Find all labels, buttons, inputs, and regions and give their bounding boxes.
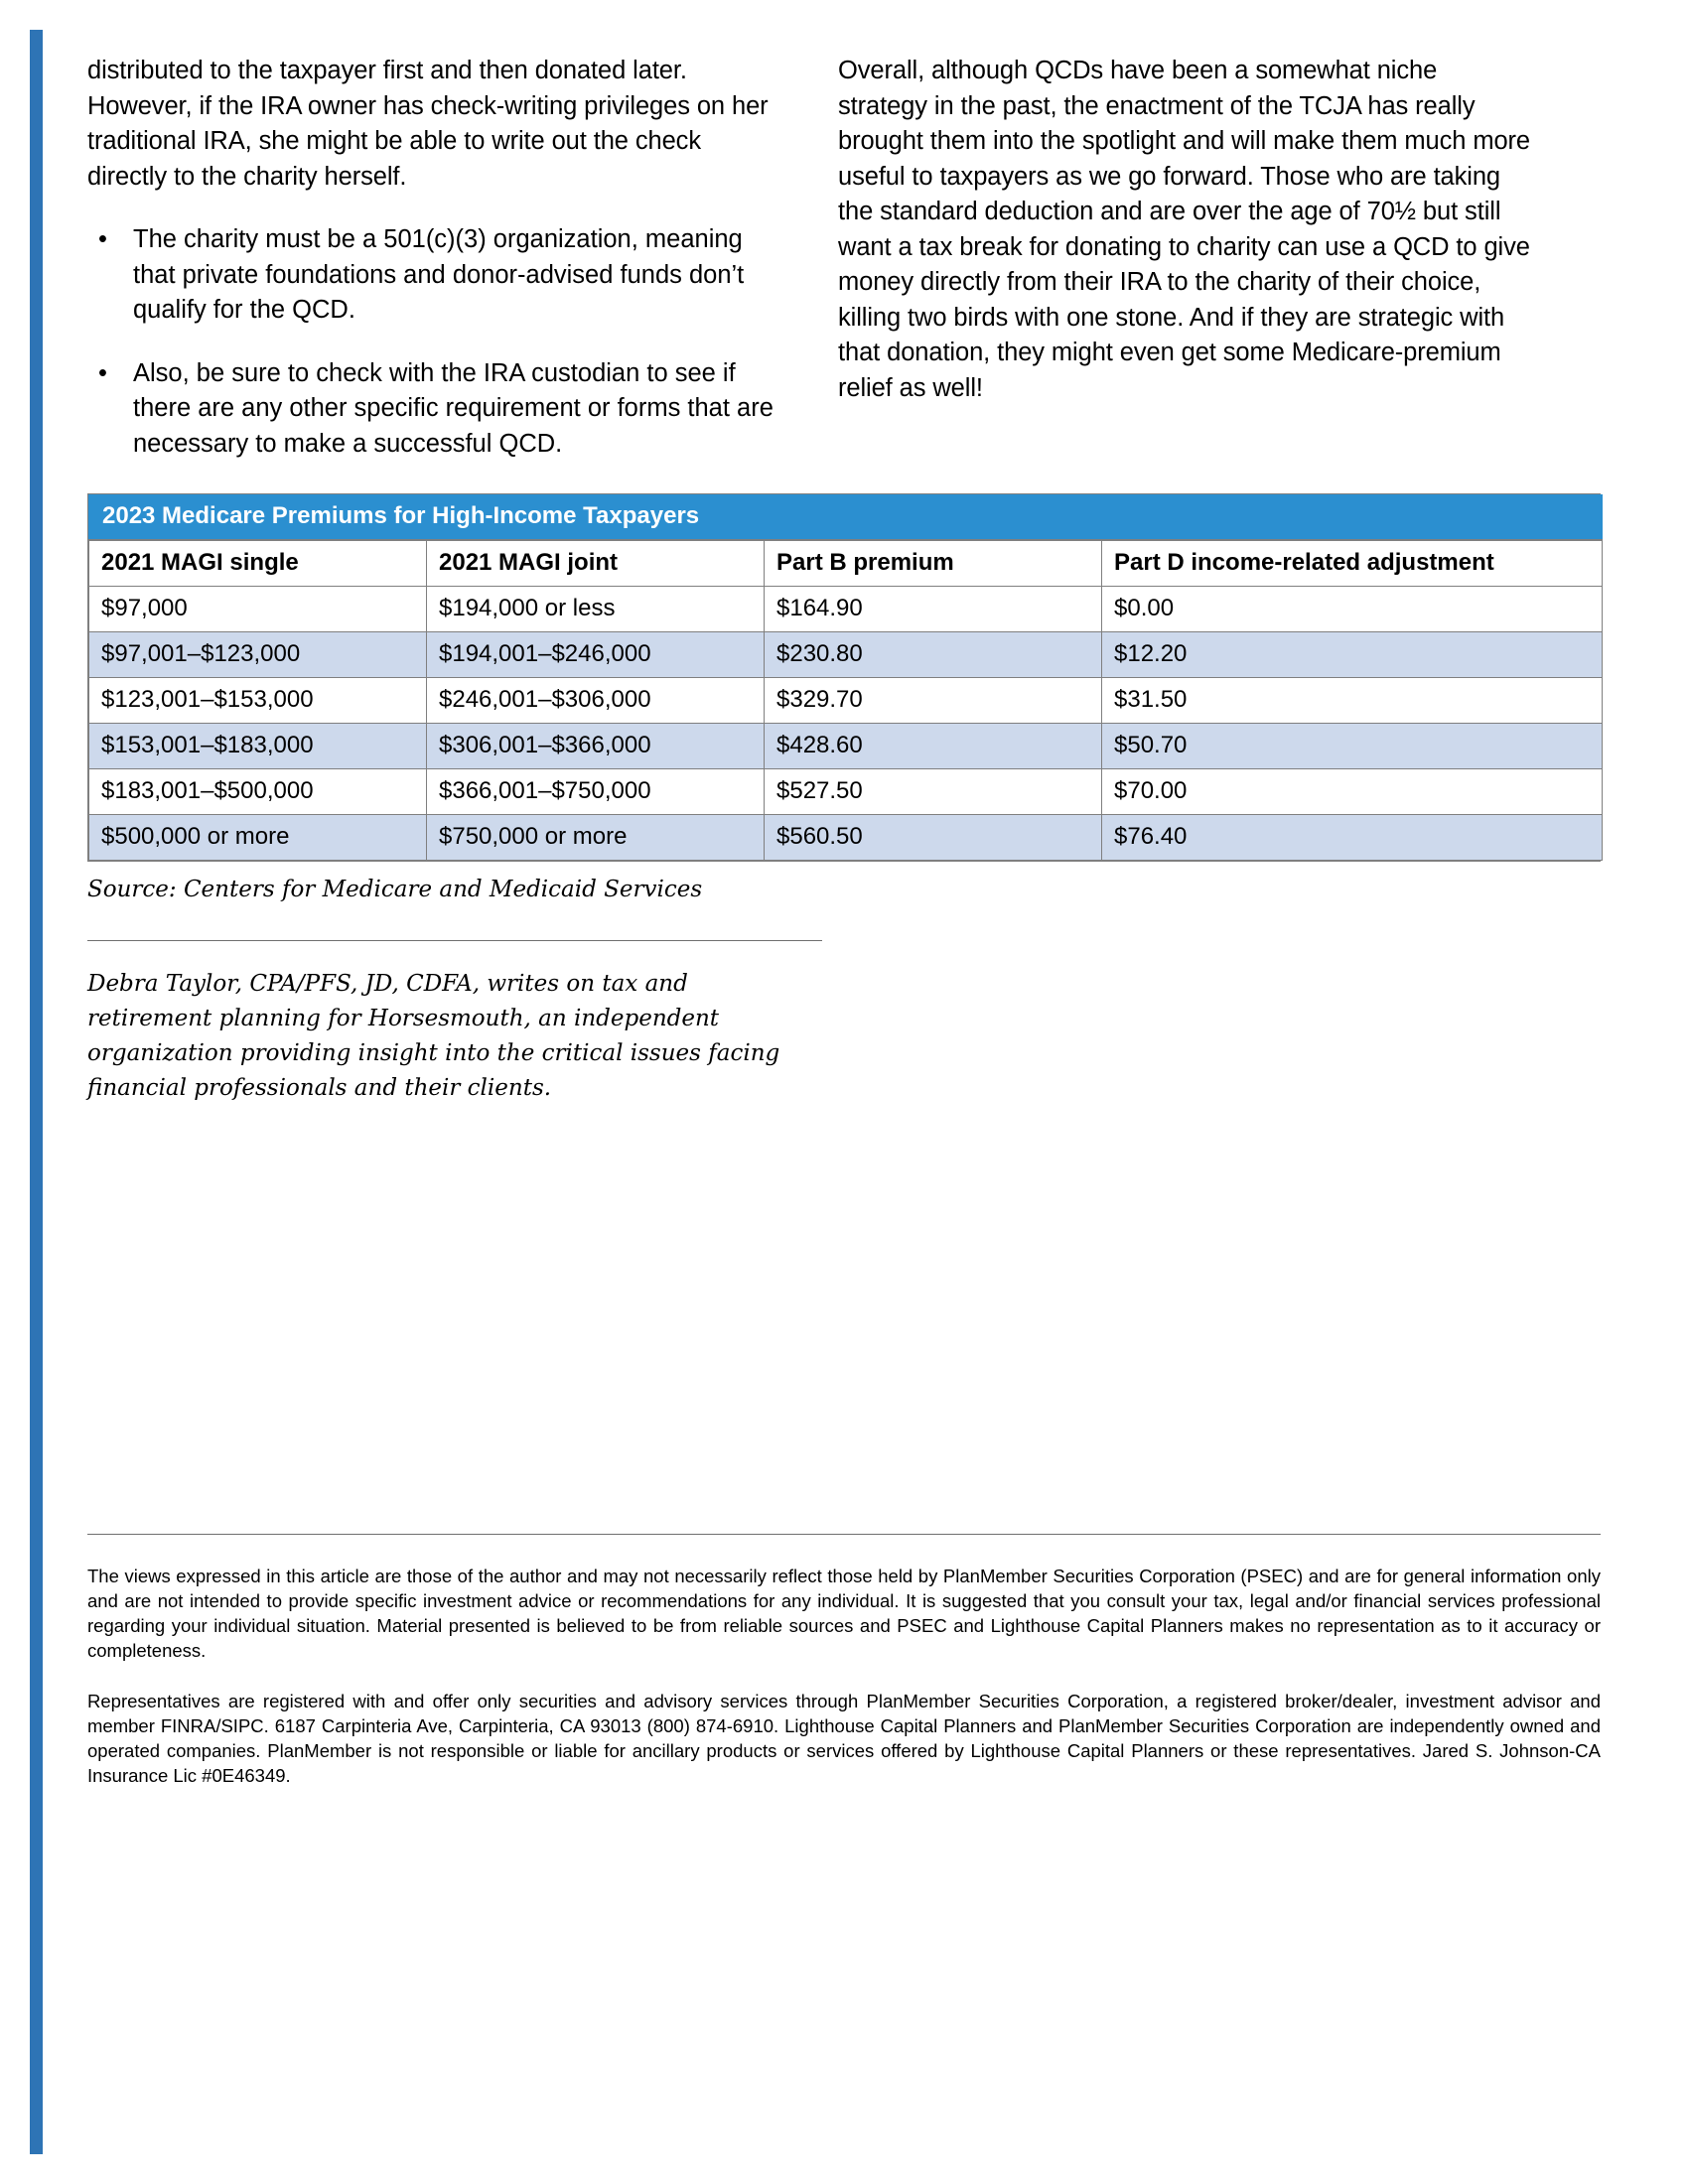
table-row (89, 632, 1603, 678)
table-row (89, 769, 1603, 815)
table-row (89, 587, 1603, 632)
left-column-paragraph: distributed to the taxpayer first and then donated later. However, if the IRA owner has check-writing privileges on her traditional IRA, she might be able to write out the check directly to the charity herself. (87, 57, 769, 191)
author-bio: Debra Taylor, CPA/PFS, JD, CDFA, writes on tax and retirement planning for Horsesmouth, an independent organization providing insight into the critical issues facing financial professionals and their clients. (87, 971, 780, 1101)
table-row (89, 724, 1603, 769)
disclosure-divider (87, 1534, 1601, 1535)
table-source-note: Source: Centers for Medicare and Medicaid Services (87, 877, 703, 902)
divider (87, 940, 822, 941)
cell-magi-joint: $246,001–$306,000 (427, 678, 765, 724)
cell-magi-single: $97,001–$123,000 (89, 632, 427, 678)
column-header-part-d: Part D income-related adjustment (1102, 541, 1603, 587)
table-header-row (89, 541, 1603, 587)
list-item-text: The charity must be a 501(c)(3) organization, meaning that private foundations and donor-advised funds don’t qualify for the QCD. (133, 225, 745, 324)
cell-part-d: $76.40 (1102, 815, 1603, 861)
medicare-premiums-table (87, 493, 1601, 862)
two-column-body (87, 54, 1601, 462)
disclosures-section (87, 1564, 1601, 1788)
page-content (87, 54, 1601, 1106)
cell-magi-joint: $306,001–$366,000 (427, 724, 765, 769)
cell-part-b: $230.80 (765, 632, 1102, 678)
cell-part-b: $527.50 (765, 769, 1102, 815)
cell-part-d: $12.20 (1102, 632, 1603, 678)
cell-magi-joint: $750,000 or more (427, 815, 765, 861)
column-header-magi-joint: 2021 MAGI joint (427, 541, 765, 587)
table-row (89, 678, 1603, 724)
list-item (87, 222, 782, 329)
bullet-marker-icon: • (98, 358, 107, 387)
cell-magi-joint: $194,000 or less (427, 587, 765, 632)
right-column (838, 54, 1533, 406)
cell-magi-single: $500,000 or more (89, 815, 427, 861)
cell-part-d: $70.00 (1102, 769, 1603, 815)
left-column (87, 54, 782, 462)
table-row (89, 815, 1603, 861)
cell-part-b: $164.90 (765, 587, 1102, 632)
cell-magi-single: $183,001–$500,000 (89, 769, 427, 815)
cell-part-b: $428.60 (765, 724, 1102, 769)
cell-magi-joint: $194,001–$246,000 (427, 632, 765, 678)
cell-magi-single: $153,001–$183,000 (89, 724, 427, 769)
list-item (87, 356, 782, 463)
bullet-marker-icon: • (98, 225, 107, 253)
cell-part-d: $50.70 (1102, 724, 1603, 769)
cell-part-b: $560.50 (765, 815, 1102, 861)
cell-part-d: $0.00 (1102, 587, 1603, 632)
column-header-magi-single: 2021 MAGI single (89, 541, 427, 587)
accent-bar (30, 30, 43, 2154)
right-column-paragraph: Overall, although QCDs have been a somewhat niche strategy in the past, the enactment of the TCJA has really brought them into the spotlight and will make them much more useful to taxpayers as we go forward. Those who are taking the standard deduction and are over the age of 70½ but still want a tax break for donating to charity can use a QCD to give money directly from their IRA to the charity of their choice, killing two birds with one stone. And if they are strategic with that donation, they might even get some Medicare-premium relief as well! (838, 57, 1531, 402)
cell-part-b: $329.70 (765, 678, 1102, 724)
cell-part-d: $31.50 (1102, 678, 1603, 724)
left-column-bullets (87, 222, 782, 462)
table-title: 2023 Medicare Premiums for High-Income Taxpayers (88, 494, 1603, 540)
cell-magi-single: $97,000 (89, 587, 427, 632)
cell-magi-joint: $366,001–$750,000 (427, 769, 765, 815)
column-header-part-b: Part B premium (765, 541, 1102, 587)
list-item-text: Also, be sure to check with the IRA custodian to see if there are any other specific requirement or forms that are necessary to make a successful QCD. (133, 358, 774, 458)
disclosure-paragraph-representatives: Representatives are registered with and offer only securities and advisory services through PlanMember Securities Corporation, a registered broker/dealer, investment advisor and member FINRA/SIPC. 6187 Carpinteria Ave, Carpinteria, CA 93013 (800) 874-6910. Lighthouse Capital Planners and PlanMember Securities Corporation are independently owned and operated companies. PlanMember is not responsible or liable for ancillary products or services offered by Lighthouse Capital Planners or these representatives. Jared S. Johnson-CA Insurance Lic #0E46349. (87, 1691, 1601, 1786)
disclosure-paragraph-views: The views expressed in this article are those of the author and may not necessarily reflect those held by PlanMember Securities Corporation (PSEC) and are for general information only and are not intended to provide specific investment advice or recommendations for any individual. It is suggested that you consult your tax, legal and/or financial services professional regarding your individual situation. Material presented is believed to be from reliable sources and PSEC and Lighthouse Capital Planners makes no representation as to it accuracy or completeness. (87, 1566, 1601, 1661)
cell-magi-single: $123,001–$153,000 (89, 678, 427, 724)
